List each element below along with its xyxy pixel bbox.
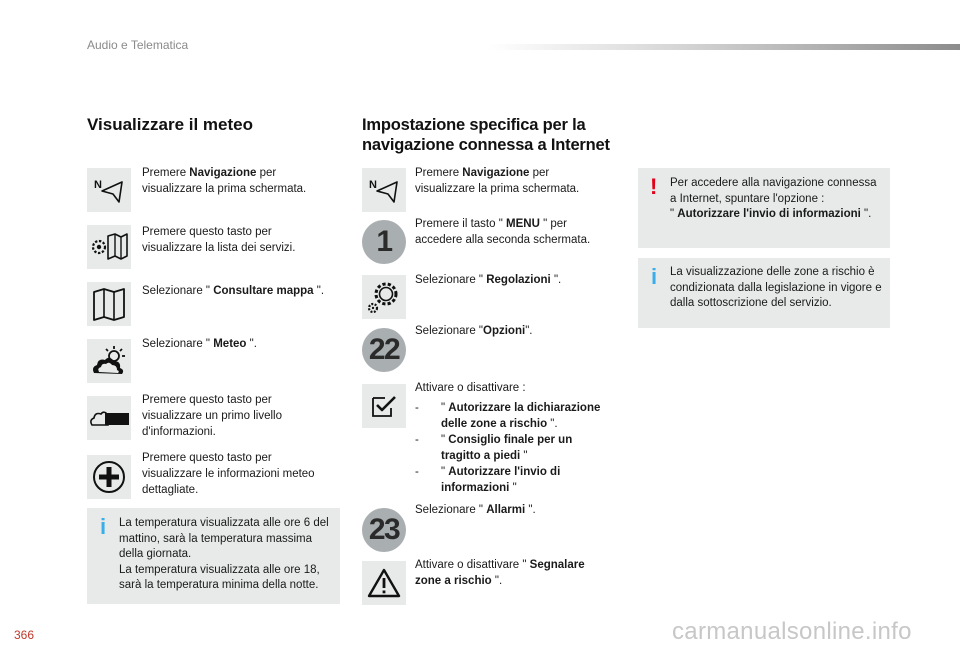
plus-circle-icon: [87, 455, 131, 499]
right-info-note: [638, 258, 890, 328]
step-badge-23: 23: [362, 508, 406, 552]
checkbox-icon: [362, 384, 406, 428]
toggle-intro: Attivare o disattivare :: [415, 382, 526, 394]
right-info-note-text: La visualizzazione delle zone a rischio è condizionata dalla legislazione in vigore e dalla sottoscrizione del servizio.: [670, 266, 882, 309]
cloud-bar-icon: [87, 396, 131, 440]
map-icon: [87, 282, 131, 326]
middle-step-4-text: Selezionare "Opzioni".: [415, 325, 533, 337]
left-step-3-text: Selezionare " Consultare mappa ".: [142, 285, 325, 297]
left-step-5-text: Premere questo tasto per visualizzare un primo livello d'informazioni.: [142, 394, 282, 438]
right-warning-note-text: Per accedere alla navigazione connessa a Internet, spuntare l'opzione : " Autorizzare l'invio di informazioni ".: [670, 177, 877, 220]
middle-step-3-text: Selezionare " Regolazioni ".: [415, 274, 562, 286]
weather-icon: [87, 339, 131, 383]
left-info-note-text: La temperatura visualizzata alle ore 6 del mattino, sarà la temperatura massima della giornata. La temperatura visualizzata alle ore 18, sarà la temperatura minima della notte.: [119, 517, 329, 591]
info-marker-icon: i: [100, 514, 107, 539]
middle-step-7-text: Attivare o disattivare " Segnalare zone a rischio ".: [415, 559, 585, 587]
watermark: carmanualsonline.info: [672, 618, 912, 645]
info-marker-icon-2: i: [651, 264, 658, 289]
middle-step-6-text: Selezionare " Allarmi ".: [415, 504, 536, 516]
left-info-note: [87, 508, 340, 604]
middle-step-1-text: Premere Navigazione per visualizzare la prima schermata.: [415, 167, 580, 195]
page-number: 366: [14, 628, 35, 642]
navigation-arrow-icon: [87, 168, 131, 212]
toggle-item-1: - " Autorizzare la dichiarazione delle zone a rischio ".: [415, 402, 601, 430]
header-divider: [488, 44, 960, 50]
warning-triangle-icon: [362, 561, 406, 605]
left-step-2-text: Premere questo tasto per visualizzare la lista dei servizi.: [142, 226, 296, 254]
middle-step-2-text: Premere il tasto " MENU " per accedere alla seconda schermata.: [415, 218, 591, 246]
toggle-item-3: - " Autorizzare l'invio di informazioni ": [415, 466, 561, 494]
settings-gear-icon: [362, 275, 406, 319]
warning-marker-icon: !: [650, 174, 658, 199]
middle-heading-line-2: navigazione connessa a Internet: [362, 136, 610, 154]
left-step-6-text: Premere questo tasto per visualizzare le informazioni meteo dettagliate.: [142, 452, 315, 496]
section-title: Audio e Telematica: [87, 38, 189, 52]
left-step-4-text: Selezionare " Meteo ".: [142, 338, 257, 350]
toggle-item-2: - " Consiglio finale per un tragitto a piedi ": [415, 434, 573, 462]
middle-heading: [362, 115, 610, 155]
navigation-arrow-icon-2: [362, 168, 406, 212]
services-map-gear-icon: [87, 225, 131, 269]
step-badge-1: 1: [362, 220, 406, 264]
right-warning-note: [638, 168, 890, 248]
svg-text:N: N: [94, 179, 102, 191]
left-heading: Visualizzare il meteo: [87, 115, 253, 134]
middle-heading-line-1: Impostazione specifica per la: [362, 116, 586, 134]
left-step-1-text: Premere Navigazione per visualizzare la prima schermata.: [142, 167, 307, 195]
svg-text:N: N: [369, 179, 377, 191]
step-badge-22: 22: [362, 328, 406, 372]
middle-step-5-text: [415, 380, 615, 496]
